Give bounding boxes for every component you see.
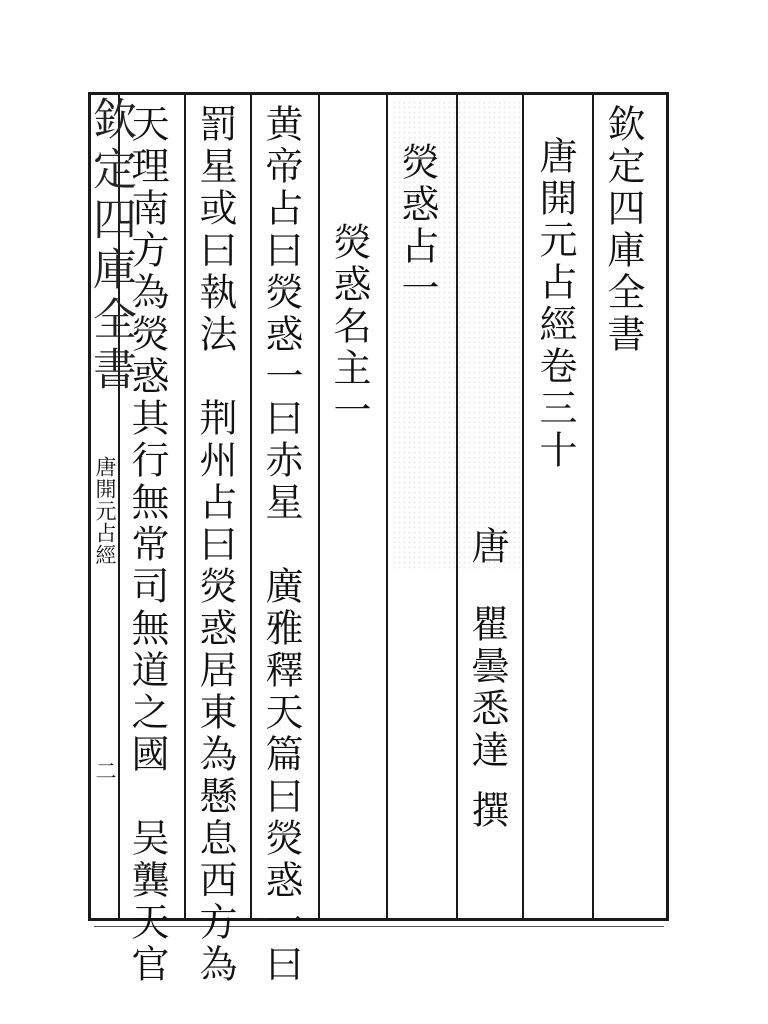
chapter-title: 熒惑占一 — [395, 142, 439, 310]
dynasty-label: 唐 — [465, 526, 509, 568]
page-number: 二 — [93, 760, 117, 782]
column-divider — [386, 95, 388, 918]
fold-edge-glyphs — [85, 96, 136, 396]
column-divider — [592, 95, 594, 918]
book-title: 欽定四庫全書 — [601, 104, 645, 356]
column-divider — [318, 95, 320, 918]
frame-top-line — [88, 92, 668, 95]
frame-right-line — [666, 92, 669, 921]
fold-edge-text: 欽定四庫全書 — [85, 96, 136, 396]
column-divider — [250, 95, 252, 918]
author-name: 瞿曇悉達 — [465, 604, 509, 772]
section-subtitle: 熒惑名主一 — [327, 222, 371, 432]
body-column-1: 黄帝占曰熒惑一曰赤星 廣雅釋天篇曰熒惑一曰 — [259, 104, 303, 986]
column-divider — [184, 95, 186, 918]
frame-bottom-line — [88, 918, 668, 921]
volume-title: 唐開元占經卷三十 — [533, 136, 577, 472]
frame-bottom-double-line — [94, 926, 664, 927]
body-column-2: 罰星或曰執法 荆州占曰熒惑居東為懸息西方為 — [193, 104, 237, 986]
author-role: 撰 — [465, 790, 509, 832]
body-column-3: 天理南方為熒惑其行無常司無道之國 吴龔天官 — [125, 104, 169, 986]
column-divider — [522, 95, 524, 918]
running-title: 唐開元占經 — [93, 456, 117, 566]
